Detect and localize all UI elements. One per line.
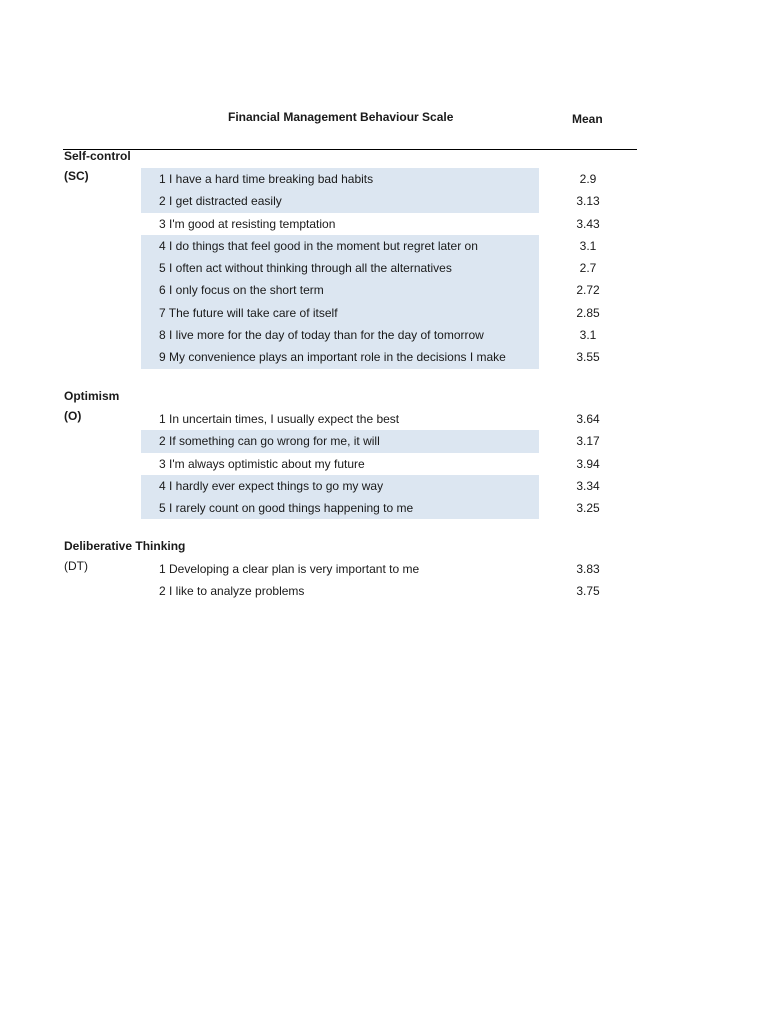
item-list bbox=[0, 168, 768, 369]
mean-column-header: Mean bbox=[572, 112, 603, 126]
item-row bbox=[0, 257, 768, 279]
item-row bbox=[0, 408, 768, 430]
item-row bbox=[0, 497, 768, 519]
item-text: 5 I often act without thinking through all the alternatives bbox=[159, 261, 452, 276]
section-name: Self-control bbox=[64, 149, 131, 163]
item-text: 8 I live more for the day of today than for the day of tomorrow bbox=[159, 328, 484, 343]
item-row bbox=[0, 168, 768, 190]
item-row bbox=[0, 558, 768, 580]
item-mean: 2.85 bbox=[576, 305, 600, 320]
item-mean: 3.64 bbox=[576, 412, 600, 426]
item-mean: 3.55 bbox=[576, 350, 600, 365]
item-row bbox=[0, 580, 768, 602]
item-row bbox=[0, 453, 768, 475]
item-text: 3 I'm always optimistic about my future bbox=[159, 456, 365, 471]
item-row bbox=[0, 430, 768, 452]
item-text: 4 I do things that feel good in the moment but regret later on bbox=[159, 238, 478, 253]
item-row bbox=[0, 190, 768, 212]
item-mean: 2.7 bbox=[579, 261, 597, 276]
item-text: 2 I like to analyze problems bbox=[159, 584, 305, 599]
item-text: 2 I get distracted easily bbox=[159, 194, 282, 209]
item-text: 5 I rarely count on good things happening to me bbox=[159, 501, 414, 516]
item-text: 1 Developing a clear plan is very important to me bbox=[159, 562, 420, 576]
item-row bbox=[0, 302, 768, 324]
item-row bbox=[0, 346, 768, 368]
item-mean: 3.43 bbox=[576, 216, 600, 231]
section-abbreviation: (DT) bbox=[64, 559, 88, 573]
item-row bbox=[0, 324, 768, 346]
item-mean: 3.75 bbox=[576, 584, 600, 599]
item-row bbox=[0, 213, 768, 235]
item-text: 4 I hardly ever expect things to go my way bbox=[159, 478, 384, 493]
item-row bbox=[0, 235, 768, 257]
item-mean: 2.72 bbox=[576, 283, 600, 298]
item-mean: 3.1 bbox=[579, 328, 597, 343]
item-list bbox=[0, 408, 768, 519]
item-mean: 3.17 bbox=[576, 434, 600, 449]
item-text: 7 The future will take care of itself bbox=[159, 305, 338, 320]
item-row bbox=[0, 279, 768, 301]
item-text: 1 I have a hard time breaking bad habits bbox=[159, 172, 374, 186]
item-mean: 3.94 bbox=[576, 456, 600, 471]
section-name: Deliberative Thinking bbox=[64, 539, 186, 553]
section-abbreviation: (O) bbox=[64, 409, 82, 423]
item-list bbox=[0, 558, 768, 603]
table-title: Financial Management Behaviour Scale bbox=[228, 110, 454, 124]
item-text: 6 I only focus on the short term bbox=[159, 283, 324, 298]
item-mean: 3.25 bbox=[576, 501, 600, 516]
item-text: 3 I'm good at resisting temptation bbox=[159, 216, 336, 231]
item-mean: 3.83 bbox=[576, 562, 600, 576]
item-mean: 2.9 bbox=[579, 172, 597, 186]
item-text: 9 My convenience plays an important role in the decisions I make bbox=[159, 350, 506, 365]
item-row bbox=[0, 475, 768, 497]
item-text: 1 In uncertain times, I usually expect the best bbox=[159, 412, 400, 426]
section-name: Optimism bbox=[64, 389, 120, 403]
item-mean: 3.1 bbox=[579, 238, 597, 253]
item-text: 2 If something can go wrong for me, it will bbox=[159, 434, 380, 449]
section-abbreviation: (SC) bbox=[64, 169, 89, 183]
item-mean: 3.13 bbox=[576, 194, 600, 209]
item-mean: 3.34 bbox=[576, 478, 600, 493]
header-divider bbox=[63, 149, 637, 150]
